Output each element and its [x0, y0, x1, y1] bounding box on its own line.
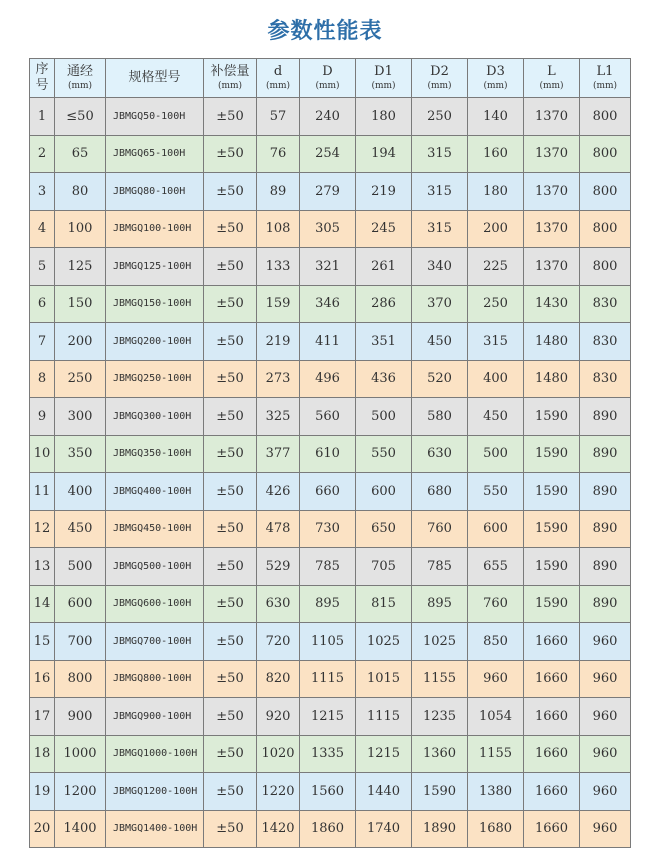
cell-D3: 180: [468, 173, 524, 211]
cell-comp: ±50: [204, 473, 257, 511]
cell-model: JBMGQ500-100H: [106, 548, 204, 586]
parameter-table: [29, 58, 631, 848]
cell-D2: 250: [412, 98, 468, 136]
cell-L: 1660: [524, 735, 580, 773]
cell-D1: 1215: [356, 735, 412, 773]
cell-comp: ±50: [204, 660, 257, 698]
cell-model: JBMGQ700-100H: [106, 623, 204, 661]
cell-L1: 890: [580, 435, 631, 473]
cell-seq: 15: [30, 623, 55, 661]
cell-d: 57: [257, 98, 300, 136]
cell-d: 478: [257, 510, 300, 548]
cell-L1: 890: [580, 473, 631, 511]
table-row: [30, 210, 631, 248]
cell-D1: 1440: [356, 773, 412, 811]
cell-L1: 960: [580, 810, 631, 848]
cell-L1: 800: [580, 210, 631, 248]
cell-d: 108: [257, 210, 300, 248]
page-title: 参数性能表: [267, 19, 383, 44]
cell-D: 321: [300, 248, 356, 286]
cell-d: 325: [257, 398, 300, 436]
table-row: [30, 735, 631, 773]
header-D3-unit: (mm): [483, 81, 508, 91]
cell-D1: 194: [356, 135, 412, 173]
cell-model: JBMGQ65-100H: [106, 135, 204, 173]
cell-L: 1480: [524, 323, 580, 361]
cell-comp: ±50: [204, 435, 257, 473]
cell-L1: 890: [580, 585, 631, 623]
header-D3-label: D3: [486, 64, 505, 79]
header-L1: [580, 59, 631, 98]
cell-seq: 8: [30, 360, 55, 398]
cell-comp: ±50: [204, 623, 257, 661]
cell-D1: 815: [356, 585, 412, 623]
cell-comp: ±50: [204, 810, 257, 848]
header-dn-label: 通经: [66, 64, 93, 79]
cell-D3: 225: [468, 248, 524, 286]
cell-L: 1370: [524, 98, 580, 136]
table-row: [30, 623, 631, 661]
cell-comp: ±50: [204, 210, 257, 248]
header-seq-line2: 号: [35, 78, 49, 93]
cell-D3: 960: [468, 660, 524, 698]
cell-d: 1420: [257, 810, 300, 848]
cell-L1: 960: [580, 735, 631, 773]
cell-D1: 1740: [356, 810, 412, 848]
cell-seq: 9: [30, 398, 55, 436]
cell-D1: 600: [356, 473, 412, 511]
cell-L: 1590: [524, 510, 580, 548]
cell-L1: 890: [580, 548, 631, 586]
cell-model: JBMGQ1200-100H: [106, 773, 204, 811]
cell-comp: ±50: [204, 398, 257, 436]
cell-D3: 140: [468, 98, 524, 136]
cell-d: 720: [257, 623, 300, 661]
cell-d: 820: [257, 660, 300, 698]
cell-D2: 1155: [412, 660, 468, 698]
cell-D: 895: [300, 585, 356, 623]
cell-seq: 17: [30, 698, 55, 736]
cell-D3: 250: [468, 285, 524, 323]
cell-D3: 450: [468, 398, 524, 436]
cell-D1: 1025: [356, 623, 412, 661]
cell-D3: 1054: [468, 698, 524, 736]
cell-D: 785: [300, 548, 356, 586]
cell-seq: 4: [30, 210, 55, 248]
cell-D2: 1235: [412, 698, 468, 736]
cell-D1: 219: [356, 173, 412, 211]
cell-D: 496: [300, 360, 356, 398]
cell-d: 1220: [257, 773, 300, 811]
cell-model: JBMGQ200-100H: [106, 323, 204, 361]
cell-seq: 5: [30, 248, 55, 286]
cell-dn: 1400: [55, 810, 106, 848]
cell-D: 660: [300, 473, 356, 511]
cell-L1: 800: [580, 248, 631, 286]
cell-seq: 11: [30, 473, 55, 511]
cell-seq: 13: [30, 548, 55, 586]
cell-seq: 2: [30, 135, 55, 173]
table-row: [30, 773, 631, 811]
table-row: [30, 285, 631, 323]
cell-D3: 500: [468, 435, 524, 473]
cell-L: 1660: [524, 660, 580, 698]
cell-D3: 850: [468, 623, 524, 661]
cell-comp: ±50: [204, 585, 257, 623]
table-row: [30, 435, 631, 473]
cell-model: JBMGQ900-100H: [106, 698, 204, 736]
cell-seq: 3: [30, 173, 55, 211]
cell-dn: 125: [55, 248, 106, 286]
cell-model: JBMGQ100-100H: [106, 210, 204, 248]
cell-dn: 80: [55, 173, 106, 211]
table-body: [30, 98, 631, 848]
cell-D: 240: [300, 98, 356, 136]
table-row: [30, 510, 631, 548]
header-L-label: L: [547, 64, 556, 79]
cell-d: 1020: [257, 735, 300, 773]
header-D3: [468, 59, 524, 98]
header-D2-unit: (mm): [427, 81, 452, 91]
cell-D: 1115: [300, 660, 356, 698]
cell-seq: 14: [30, 585, 55, 623]
cell-D2: 785: [412, 548, 468, 586]
cell-L1: 890: [580, 510, 631, 548]
cell-D2: 315: [412, 173, 468, 211]
cell-model: JBMGQ300-100H: [106, 398, 204, 436]
cell-D2: 450: [412, 323, 468, 361]
cell-seq: 10: [30, 435, 55, 473]
cell-L: 1430: [524, 285, 580, 323]
cell-L1: 890: [580, 398, 631, 436]
cell-dn: 100: [55, 210, 106, 248]
header-D2-label: D2: [430, 64, 449, 79]
header-comp: [204, 59, 257, 98]
cell-d: 133: [257, 248, 300, 286]
header-D-unit: (mm): [315, 81, 340, 91]
cell-D1: 1015: [356, 660, 412, 698]
cell-L: 1660: [524, 773, 580, 811]
table-row: [30, 398, 631, 436]
cell-D1: 1115: [356, 698, 412, 736]
cell-comp: ±50: [204, 98, 257, 136]
cell-D: 610: [300, 435, 356, 473]
cell-D1: 245: [356, 210, 412, 248]
cell-model: JBMGQ800-100H: [106, 660, 204, 698]
cell-dn: 400: [55, 473, 106, 511]
cell-comp: ±50: [204, 548, 257, 586]
cell-D2: 760: [412, 510, 468, 548]
header-comp-unit: (mm): [217, 81, 243, 91]
cell-D1: 650: [356, 510, 412, 548]
cell-L: 1370: [524, 210, 580, 248]
cell-D1: 436: [356, 360, 412, 398]
cell-D: 1105: [300, 623, 356, 661]
table-row: [30, 473, 631, 511]
cell-d: 76: [257, 135, 300, 173]
header-D1-unit: (mm): [371, 81, 396, 91]
cell-dn: 500: [55, 548, 106, 586]
cell-L1: 800: [580, 135, 631, 173]
table-row: [30, 585, 631, 623]
cell-dn: 65: [55, 135, 106, 173]
header-seq: [30, 59, 55, 98]
cell-D3: 315: [468, 323, 524, 361]
header-L: [524, 59, 580, 98]
cell-d: 219: [257, 323, 300, 361]
cell-model: JBMGQ150-100H: [106, 285, 204, 323]
cell-model: JBMGQ1400-100H: [106, 810, 204, 848]
cell-dn: ≤50: [55, 98, 106, 136]
cell-D: 1860: [300, 810, 356, 848]
cell-model: JBMGQ80-100H: [106, 173, 204, 211]
table-row: [30, 323, 631, 361]
table-row: [30, 548, 631, 586]
cell-L1: 960: [580, 660, 631, 698]
cell-L: 1660: [524, 698, 580, 736]
cell-model: JBMGQ125-100H: [106, 248, 204, 286]
header-D: [300, 59, 356, 98]
cell-L: 1590: [524, 585, 580, 623]
cell-D3: 760: [468, 585, 524, 623]
cell-comp: ±50: [204, 698, 257, 736]
cell-D2: 1890: [412, 810, 468, 848]
table-row: [30, 173, 631, 211]
cell-comp: ±50: [204, 510, 257, 548]
cell-L: 1660: [524, 810, 580, 848]
cell-d: 920: [257, 698, 300, 736]
cell-L: 1480: [524, 360, 580, 398]
cell-D3: 1680: [468, 810, 524, 848]
cell-seq: 18: [30, 735, 55, 773]
cell-L: 1370: [524, 173, 580, 211]
cell-D3: 600: [468, 510, 524, 548]
cell-model: JBMGQ50-100H: [106, 98, 204, 136]
header-L-unit: (mm): [539, 81, 564, 91]
cell-d: 377: [257, 435, 300, 473]
cell-D2: 680: [412, 473, 468, 511]
cell-seq: 16: [30, 660, 55, 698]
header-D-label: D: [322, 64, 333, 79]
cell-D: 279: [300, 173, 356, 211]
table-row: [30, 698, 631, 736]
table-row: [30, 360, 631, 398]
cell-d: 159: [257, 285, 300, 323]
table-row: [30, 660, 631, 698]
cell-model: JBMGQ600-100H: [106, 585, 204, 623]
cell-seq: 12: [30, 510, 55, 548]
cell-comp: ±50: [204, 773, 257, 811]
cell-dn: 800: [55, 660, 106, 698]
cell-seq: 20: [30, 810, 55, 848]
cell-D3: 200: [468, 210, 524, 248]
cell-comp: ±50: [204, 735, 257, 773]
cell-D2: 1025: [412, 623, 468, 661]
header-D1-label: D1: [374, 64, 393, 79]
cell-comp: ±50: [204, 173, 257, 211]
cell-comp: ±50: [204, 285, 257, 323]
cell-L1: 800: [580, 98, 631, 136]
cell-D3: 550: [468, 473, 524, 511]
cell-D2: 580: [412, 398, 468, 436]
cell-D: 305: [300, 210, 356, 248]
cell-seq: 19: [30, 773, 55, 811]
cell-L1: 960: [580, 698, 631, 736]
cell-D3: 160: [468, 135, 524, 173]
cell-D2: 520: [412, 360, 468, 398]
cell-comp: ±50: [204, 135, 257, 173]
cell-L: 1590: [524, 435, 580, 473]
cell-comp: ±50: [204, 360, 257, 398]
cell-model: JBMGQ1000-100H: [106, 735, 204, 773]
cell-L: 1370: [524, 135, 580, 173]
cell-L1: 830: [580, 323, 631, 361]
header-d-label: d: [273, 64, 283, 79]
cell-D3: 1380: [468, 773, 524, 811]
cell-dn: 300: [55, 398, 106, 436]
cell-D1: 550: [356, 435, 412, 473]
cell-D2: 1590: [412, 773, 468, 811]
cell-L: 1590: [524, 398, 580, 436]
cell-d: 273: [257, 360, 300, 398]
cell-dn: 350: [55, 435, 106, 473]
cell-dn: 250: [55, 360, 106, 398]
cell-D2: 1360: [412, 735, 468, 773]
cell-L: 1590: [524, 548, 580, 586]
header-D1: [356, 59, 412, 98]
header-L1-unit: (mm): [592, 81, 618, 91]
cell-dn: 1200: [55, 773, 106, 811]
cell-D: 730: [300, 510, 356, 548]
cell-d: 89: [257, 173, 300, 211]
cell-L: 1660: [524, 623, 580, 661]
cell-D2: 340: [412, 248, 468, 286]
cell-D3: 1155: [468, 735, 524, 773]
table-row: [30, 135, 631, 173]
header-D2: [412, 59, 468, 98]
cell-D: 346: [300, 285, 356, 323]
cell-D: 254: [300, 135, 356, 173]
cell-comp: ±50: [204, 248, 257, 286]
cell-L1: 960: [580, 773, 631, 811]
header-seq-line1: 序: [35, 62, 49, 77]
cell-seq: 1: [30, 98, 55, 136]
cell-D1: 500: [356, 398, 412, 436]
cell-L1: 830: [580, 360, 631, 398]
cell-d: 529: [257, 548, 300, 586]
cell-seq: 7: [30, 323, 55, 361]
header-comp-label: 补偿量: [210, 64, 250, 79]
cell-D1: 286: [356, 285, 412, 323]
cell-D2: 315: [412, 135, 468, 173]
cell-d: 630: [257, 585, 300, 623]
cell-D1: 180: [356, 98, 412, 136]
cell-dn: 200: [55, 323, 106, 361]
header-L1-label: L1: [596, 64, 614, 79]
header-d: [257, 59, 300, 98]
cell-D3: 655: [468, 548, 524, 586]
cell-D1: 261: [356, 248, 412, 286]
cell-D1: 705: [356, 548, 412, 586]
cell-model: JBMGQ350-100H: [106, 435, 204, 473]
cell-L: 1370: [524, 248, 580, 286]
cell-D: 1560: [300, 773, 356, 811]
cell-dn: 150: [55, 285, 106, 323]
cell-D2: 895: [412, 585, 468, 623]
cell-D: 560: [300, 398, 356, 436]
cell-D: 411: [300, 323, 356, 361]
cell-L1: 830: [580, 285, 631, 323]
header-dn-unit: (mm): [67, 81, 93, 91]
cell-D: 1335: [300, 735, 356, 773]
cell-model: JBMGQ450-100H: [106, 510, 204, 548]
header-dn: [55, 59, 106, 98]
table-row: [30, 248, 631, 286]
cell-model: JBMGQ250-100H: [106, 360, 204, 398]
cell-D: 1215: [300, 698, 356, 736]
table-header-row: [30, 59, 631, 98]
table-row: [30, 810, 631, 848]
cell-dn: 700: [55, 623, 106, 661]
cell-L: 1590: [524, 473, 580, 511]
cell-dn: 450: [55, 510, 106, 548]
header-d-unit: (mm): [265, 81, 291, 91]
cell-L1: 960: [580, 623, 631, 661]
header-model-label: 规格型号: [128, 70, 181, 85]
cell-D2: 370: [412, 285, 468, 323]
header-model: [106, 59, 204, 98]
cell-seq: 6: [30, 285, 55, 323]
cell-D2: 315: [412, 210, 468, 248]
cell-d: 426: [257, 473, 300, 511]
cell-D1: 351: [356, 323, 412, 361]
cell-dn: 900: [55, 698, 106, 736]
cell-D2: 630: [412, 435, 468, 473]
cell-D3: 400: [468, 360, 524, 398]
cell-comp: ±50: [204, 323, 257, 361]
cell-model: JBMGQ400-100H: [106, 473, 204, 511]
cell-dn: 1000: [55, 735, 106, 773]
cell-dn: 600: [55, 585, 106, 623]
cell-L1: 800: [580, 173, 631, 211]
table-row: [30, 98, 631, 136]
